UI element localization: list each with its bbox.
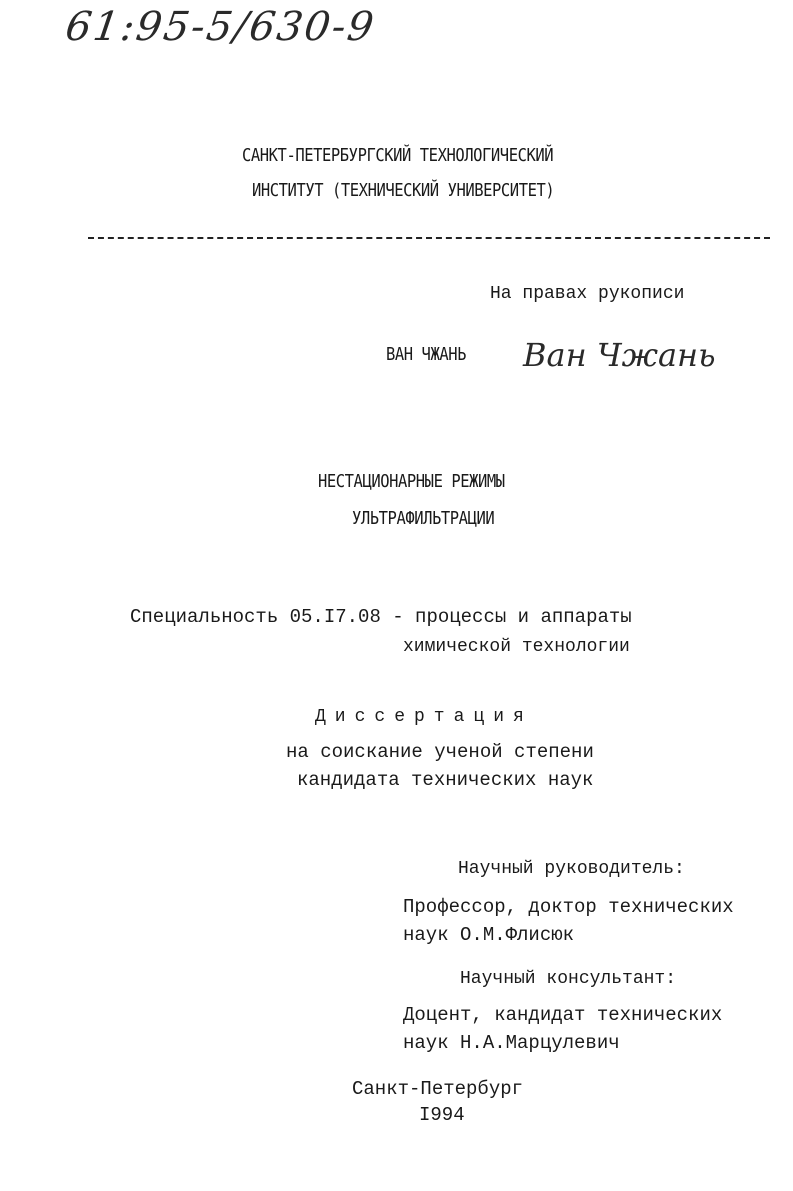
consultant-line-2: наук Н.А.Марцулевич bbox=[403, 1032, 620, 1054]
archive-number-handwritten: 61:95-5/630-9 bbox=[62, 4, 379, 50]
place: Санкт-Петербург bbox=[352, 1078, 524, 1100]
institution-line-1: САНКТ-ПЕТЕРБУРГСКИЙ ТЕХНОЛОГИЧЕСКИЙ bbox=[242, 145, 554, 166]
institution-line-2: ИНСТИТУТ (ТЕХНИЧЕСКИЙ УНИВЕРСИТЕТ) bbox=[252, 180, 555, 201]
title-line-1: НЕСТАЦИОНАРНЫЕ РЕЖИМЫ bbox=[318, 471, 505, 492]
dissertation-heading: Диссертация bbox=[315, 707, 533, 727]
supervisor-label: Научный руководитель: bbox=[458, 859, 685, 879]
consultant-label: Научный консультант: bbox=[460, 969, 677, 989]
degree-line-2: кандидата технических наук bbox=[297, 769, 594, 791]
specialty-line-2: химической технологии bbox=[403, 637, 630, 657]
year: I994 bbox=[419, 1104, 465, 1126]
author-signature: Ван Чжань bbox=[523, 336, 716, 374]
title-line-2: УЛЬТРАФИЛЬТРАЦИИ bbox=[352, 508, 495, 529]
author-name: ВАН ЧЖАНЬ bbox=[386, 344, 467, 365]
consultant-line-1: Доцент, кандидат технических bbox=[403, 1004, 723, 1026]
supervisor-line-2: наук О.М.Флисюк bbox=[403, 924, 575, 946]
manuscript-rights: На правах рукописи bbox=[490, 284, 685, 304]
specialty-line-1: Специальность 05.I7.08 - процессы и аппараты bbox=[130, 606, 632, 628]
supervisor-line-1: Профессор, доктор технических bbox=[403, 896, 734, 918]
degree-line-1: на соискание ученой степени bbox=[286, 741, 594, 763]
header-divider bbox=[88, 237, 770, 239]
